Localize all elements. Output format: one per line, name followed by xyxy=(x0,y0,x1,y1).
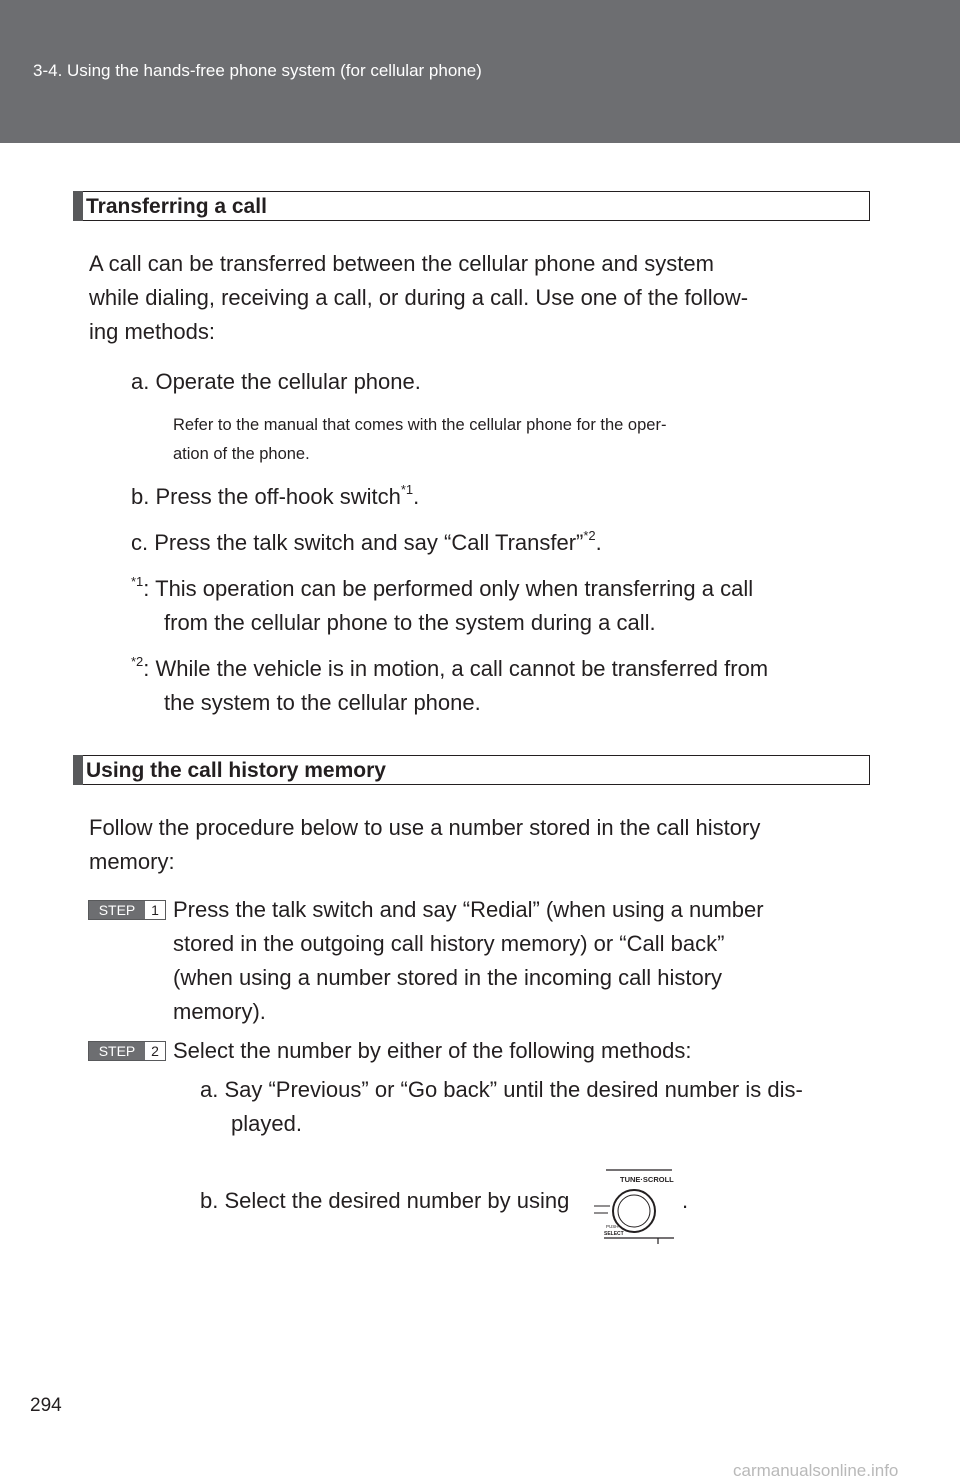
step-number: 1 xyxy=(151,902,159,918)
footnote-mark: *2 xyxy=(131,653,144,669)
footnote-ref: *2 xyxy=(583,527,596,543)
section-heading-transferring xyxy=(73,191,870,221)
step-1-badge xyxy=(88,900,166,920)
footnote-text: : While the vehicle is in motion, a call cannot be transferred from xyxy=(143,656,769,681)
heading-marker xyxy=(73,191,83,221)
method-a-note: Refer to the manual that comes with the cellular phone for the oper- xyxy=(173,416,667,434)
step-2-option-b: b. Select the desired number by using xyxy=(200,1188,570,1213)
footnote-2-cont: the system to the cellular phone. xyxy=(164,690,481,715)
tune-scroll-knob-icon xyxy=(594,1166,674,1246)
footnote-1 xyxy=(131,572,866,606)
step-2-text: Select the number by either of the following methods: xyxy=(173,1038,692,1063)
knob-label: TUNE·SCROLL xyxy=(620,1175,674,1184)
knob-select-label: SELECT xyxy=(604,1231,624,1237)
header-bar xyxy=(0,0,960,143)
section-heading-call-history xyxy=(73,755,870,785)
page-number: 294 xyxy=(30,1395,62,1416)
method-a-note: ation of the phone. xyxy=(173,445,310,463)
knob-push-label: PUSH xyxy=(606,1224,619,1229)
watermark: carmanualsonline.info xyxy=(733,1461,899,1480)
step-1-line: stored in the outgoing call history memory) or “Call back” xyxy=(173,931,725,956)
intro-line: while dialing, receiving a call, or during a call. Use one of the follow- xyxy=(89,285,749,310)
step-1-line: memory). xyxy=(173,999,266,1024)
step-2-option-a: a. Say “Previous” or “Go back” until the desired number is dis- xyxy=(200,1077,803,1102)
method-b: b. Press the off-hook switch$^{*1}$. xyxy=(131,481,420,509)
step-1-line: (when using a number stored in the incoming call history xyxy=(173,965,723,990)
method-c-text: c. Press the talk switch and say “Call Transfer” xyxy=(131,530,584,555)
footnote-1-cont: from the cellular phone to the system during a call. xyxy=(164,610,656,635)
sentence-end: . xyxy=(682,1188,689,1213)
footnote-mark: *1 xyxy=(131,573,144,589)
step-2-badge xyxy=(88,1041,166,1061)
step-1-line: Press the talk switch and say “Redial” (when using a number xyxy=(173,897,764,922)
footnote-2 xyxy=(131,652,866,686)
section-title: Transferring a call xyxy=(86,195,267,218)
footnote-ref: *1 xyxy=(400,481,414,497)
section-title: Using the call history memory xyxy=(86,759,386,782)
step-2-option-a-cont: played. xyxy=(231,1111,302,1136)
method-c: c. Press the talk switch and say “Call Transfer”$^{*2}$. xyxy=(131,527,602,555)
step-label: STEP xyxy=(89,1042,145,1060)
intro-line: Follow the procedure below to use a number stored in the call history xyxy=(89,815,761,840)
section-breadcrumb: 3-4. Using the hands-free phone system (for cellular phone) xyxy=(33,61,482,80)
intro-line: A call can be transferred between the cellular phone and system xyxy=(89,251,714,276)
intro-line: memory: xyxy=(89,849,175,874)
heading-marker xyxy=(73,755,83,785)
step-number: 2 xyxy=(151,1043,159,1059)
intro-line: ing methods: xyxy=(89,319,215,344)
method-a: a. Operate the cellular phone. xyxy=(131,369,421,394)
footnote-text: : This operation can be performed only when transferring a call xyxy=(143,576,754,601)
step-label: STEP xyxy=(89,901,145,919)
method-b-text: b. Press the off-hook switch xyxy=(131,484,401,509)
